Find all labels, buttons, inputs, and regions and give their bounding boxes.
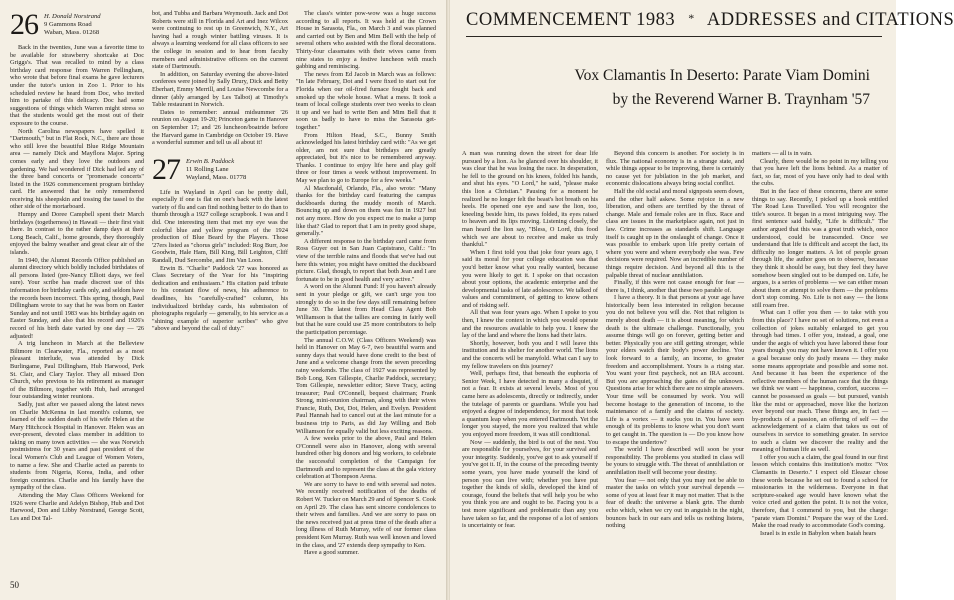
paragraph: A trig luncheon in March at the Belleview Biltmore in Clearwater, Fla., reported as a most pleasant interlude, was attended by Dick Burlingame, Paul Dillingham, Hub Harwood, Perk St. Clair, and Clary Taylor. They all missed Don Church, who previous to his retirement as manager of the Biltmore, together with Hub, had arranged four outstanding winter reunions. xyxy=(10,340,144,401)
paragraph: Al Macdonald, Orlando, Fla., also wrote: "Many thanks for the birthday card featuring the campus duckboards during the muddy month of March. Bouncing up and down on them was fun in 1927 but not any more. How do you expect me to make a jump like that? Glad to report that I am in pretty good shape, generally." xyxy=(296,184,436,238)
left-column-3 xyxy=(296,10,436,595)
paragraph: Attending the May Class Officers Weekend for 1926 were Charlie and Adelyn Bishop, Hub and Dot Harwood, Don and Libby Norstrand, George Scott, Les and Dot Tal- xyxy=(10,492,144,522)
paragraph: When I first told you that joke four years ago, I said its moral for your college education was that you'd better know what you really wanted, because you were likely to get it. I spoke on that occasion about your options, the academic enterprise and the developmental tasks of late adolescence. We talked of values and commitment, of getting to know others and of risking self. xyxy=(462,248,598,309)
paragraph: The annual C.O.W. (Class Officers Weekend) was held in Hanover on May 6-7, two beautiful warm and sunny days that would have done credit to the best of June and a welcome change from the seven preceding rainy weekends. The class of 1927 was represented by Bob Long, Ken Gillespie, Charlie Paddock, secretary; Tom Gillespie, newsletter editor; Steve Tracy, acting treasurer; Paul O'Connell, bequest chairman; Frank Strong, mini-reunion chairman, along with their wives Francie, Ruth, Dot, Dot, Helen, and Evelyn. President Paul Hannah had to cancel out at the last minute for a business trip to Paris, as did Jay Willing and Bob Williamson for equally valid but less exciting reasons. xyxy=(296,336,436,435)
paragraph: From Hilton Head, S.C., Bunny Smith acknowledged his latest birthday card with: "As we get older, am not sure that birthdays are greatly appreciated, but it's nice to be remembered anyway. Thanks. I continue to enjoy life here and play golf three or four times a week without improvement. In May we plan to go to Europe for a few weeks." xyxy=(296,131,436,185)
running-head xyxy=(466,10,954,31)
paragraph: Shortly, however, both you and I will leave this institution and its shelter for another world. The lions and the concerts will be manyfold. What can I say to my fellow travelers on this journey? xyxy=(462,339,598,370)
page-number: 50 xyxy=(10,580,19,590)
paragraph: bot, and Tubba and Barbara Weymouth. Jack and Dot Roberts were still in Florida and Art and Inez Wilcox were continuing to rest up in Greenwich, N.Y., Art having had a rough winter battling viruses. It is always a learning weekend for all class officers to see the college in session and to hear from faculty members and administrative officers on the current state of Dartmouth. xyxy=(152,10,288,71)
left-page xyxy=(0,0,446,600)
paragraph: Humpy and Doree Campbell spent their March birthdays (togetherness) in Hawaii — their first visit there. In contrast to the rather damp days at their Long Beach, Calif., home grounds, they thoroughly enjoyed the balmy weather and great clear air of the islands. xyxy=(10,211,144,257)
address-line-1: 11 Rolling Lane xyxy=(186,165,229,173)
running-head-right: ADDRESSES and CITATIONS xyxy=(706,10,954,30)
paragraph: Life in Wayland in April can be pretty dull, especially if one is flat on one's back with the latest variety of flu and can find nothing better to do than to thumb through a 1927 college scrapbook. I was and I did. One interesting item that met my eye was the colorful blue and yellow program of the 1924 production of Blue Beard by the Players. Those '27ers listed as "chorus girls" included: Rog Burr, Joe Goodwin, Hale Ham, Bill King, Bill Leighton, Cliff Randall, Dud Sercombe, and Jim Van Loon. xyxy=(152,188,288,265)
paragraph: Finally, if this were not cause enough for fear — there is, I think, another that these two parable of. xyxy=(606,279,744,294)
class-27-header xyxy=(152,152,288,186)
paragraph: The class's winter pow-wow was a huge success according to all reports. It was held at the Crown House in Sarasota, Fla., on March 3 and was planned and carried out by Ben and Mim Bell with the help of several others who assisted with the floral decorations. Thirty-four classmates with their wives came from nine states to enjoy a festive luncheon with much gabbing and reminiscing. xyxy=(296,10,436,71)
title-line-1: Vox Clamantis In Deserto: Parate Viam Domini xyxy=(574,67,870,84)
secretary-name: H. Donald Norstrand xyxy=(44,13,101,20)
paragraph: All that was four years ago. When I spoke to you then, I knew the context in which you would operate and the resources available to help you. I knew the lay of the land and where the lions had their lairs. xyxy=(462,309,598,340)
right-column-3 xyxy=(752,150,888,590)
right-page xyxy=(450,0,954,600)
paragraph: North Carolina newspapers have spelled it "Dartmouth," but in Flat Rock, N.C., there are those who still love the beautiful Blue Ridge Mountain area — namely Dick and Mayflora Major. Spring comes early and they love the outdoors and gardening. We had wondered if Dick had led any of the three band concerts or "promenade concerts" listed in the 1926 commencement program birthday card. He answered that he only remembered receiving his sheepskin and tossing the tassel to the other side of the mortarboard. xyxy=(10,127,144,211)
right-column-2 xyxy=(606,150,744,590)
paragraph: A word on the Alumni Fund: If you haven't already sent in your pledge or gift, we can't urge you too strongly to do so in the few days still remaining before June 30. The latest from Head Class Agent Bob Williamson is that the tallies are coming in fairly well but that he sure could use 25 more contributors to help the participation percentage. xyxy=(296,283,436,336)
paragraph: The world I have described will soon be your responsibility. The problems you studied in class will be yours to struggle with. The threat of annihilation or annihilation itself will become your destiny. xyxy=(606,446,744,476)
paragraph: We are sorry to have to end with several sad notes. We recently received notification of the deaths of Robert W. Tucker on March 29 and of Spencer S. Cook on April 29. The class has sent sincere condolences to their wives and families. And we are sorry to pass on the news received just at press time of the death after a long illness of Ruth Murray, wife of our former class president Ken Murray. Ruth was well known and loved in the class, and '27 extends deep sympathy to Ken. xyxy=(296,480,436,549)
paragraph: A few weeks prior to the above, Paul and Helen O'Connell were also in Hanover, along with several hundred other big donors and big workers, to celebrate the successful completion of the Campaign for Dartmouth and to represent the class at the gala victory celebration at Thompson Arena. xyxy=(296,435,436,481)
left-column-1 xyxy=(10,10,144,578)
paragraph: Well, perhaps first, that beneath the euphoria of Senior Week, I have detected in many a disquiet, if not a fear. It exists at several levels. Most of you came here as adolescents, directly or indirectly, under the tutelage of parents or guardians. While you had enjoyed a degree of independence, for most that took a quantum leap when you entered Dartmouth. Yet the longer you stayed, the more you realized that while you enjoyed more freedom, it was still conditional. xyxy=(462,370,598,438)
address-line-1: 9 Gammons Road xyxy=(44,21,92,28)
paragraph: Beyond this concern is another. For society is in flux. The national economy is in a strange state, and while things appear to be improving, there is certainly no cause yet for jubilation in the job market, and economic dislocations always bring social conflict. xyxy=(606,150,744,188)
paragraph: You fear — not only that you may not be able to master the tasks on which your survival depends — some of you at least fear it may not matter. That is the fear of death: the universe a blank grin. The dumb echo which, when we cry out in anguish in the night, bounces back in our ears and tells us nothing listens, nothing xyxy=(606,476,744,530)
paragraph: Sadly, just after we passed along the latest news on Charlie McKenna in last month's column, we learned of the sudden death of his wife Helen at the Mary Hitchcock Hospital in Hanover. Helen was an ever-present, devoted class member in addition to taking on many town activities — she was Norwich postmistress for 30 years and past president of the local Women's Club and League of Women Voters, to name a few. She and Charlie acted as parents to students from Nigeria, Korea, India, and other foreign countries. Charlie and his family have the sympathy of the class. xyxy=(10,400,144,492)
paragraph: What can I offer you then — to take with you from this place? I have no set of solutions, not even a collection of jokes suitably enlarged to get you through bad times. I offer you, instead, a goal, one under the aegis of which you have labored these four years though you may not have known it. I offer you a goal because only do justly means — they make some means appropriate and possible and some not. And because it has been the experience of the reflective members of the human race that the things we think we want — happiness, comfort, success — cannot be possessed as goals — but pursued, vanish like the mist or approached, move like the horizon ever beyond our reach. These things are, in fact — by-products of a passion, an offering of self — the acknowledgement of a claim that takes us out of ourselves in service to something greater. In service to such a claim we discover the reality and the meaning of human life as well. xyxy=(752,309,888,454)
paragraph: I offer you such a claim, the goal found in our first lesson which contains this institution's motto: "Vox Clamantis in Deserto." I expect old Eleazar chose these words because he set out to found a school for missionaries in the wilderness. Everyone in that scripture-soaked age would have known what the voice cried and gotten the point. It is not the voice, therefore, that I commend to you, but the charge: "parate viam Domini." Prepare the way of the Lord. Make the road ready to accommodate God's coming. xyxy=(752,453,888,530)
running-head-separator: * xyxy=(688,11,695,25)
right-column-1 xyxy=(462,150,598,590)
address-line-2: Waban, Mass. 01268 xyxy=(44,29,100,36)
paragraph: But in the face of these concerns, there are some things to say. Recently, I picked up a book entitled The Road Less Travelled. You will recognize the title's source. It began in a most intriguing way. The first sentence said baldly, "Life is difficult." The author argued that this was a great truth which, once understood, could be transcended. Once we understand that life is difficult and accept the fact, its difficulty no longer matters. A lot of people groan through life, the author goes on to observe, because they think it should be easy, but they feel they have somehow been singled out to be dumped on. Life, he argues, is a series of problems — we can either moan about them or attempt to solve them — the problems don't stop coming. No. Life is not easy — the lions still roam free. xyxy=(752,187,888,309)
paragraph: Now — suddenly, the bird is out of the nest. You are responsible for yourselves, for your survival and your integrity. Suddenly, you've got to ask yourself if you've got it. If, in the course of the preceding twenty some years, you have made yourself the kind of person you can live with; whether you have put together the kinds of skills, developed the kind of courage, found the beliefs that will help you be who you think you are and ought to be. Facing you is a test more significant and problematic than any you have taken so far, and the response of a lot of seniors is uncertainty or fear. xyxy=(462,438,598,530)
secretary-name: Erwin B. Paddock xyxy=(186,157,235,165)
secretary-address xyxy=(186,157,246,182)
paragraph: In addition, on Saturday evening the above-listed conferees were joined by Sally Drury, Dick and Betty Eberhart, Emmy Merrill, and Louise Newcombe for a dinner (ably arranged by Les Talbot) at Timothy's Table restaurant in Norwich. xyxy=(152,70,288,109)
title-line-2: by the Reverend Warner B. Traynham '57 xyxy=(612,91,870,108)
class-year-number: 26 xyxy=(10,8,38,41)
left-column-2 xyxy=(152,10,288,595)
paragraph: The news from Ed Jacob in March was as follows: "In late February, Dot and I were fixed to start out for Florida when our oil-fired furnace fought back and smoked up the whole house. What a mess. It took a team of local college students over two weeks to clean it up and we had to write Ben and Mim Bell that it soon us badly to have to miss the Sarasota get-together." xyxy=(296,70,436,131)
article-title xyxy=(490,64,870,112)
paragraph: Dates to remember: annual midsummer '26 reunion on August 19-20; Princeton game in Hanover on September 17; and '26 luncheon/boatride before the Harvard game in Cambridge on October 19. Have a wonderful summer and tell us all about it! xyxy=(152,108,288,147)
paragraph: Half the old social and moral signposts seem down, and the other half askew. Some rejoice in a new liberation, and others are terrified by the threat of change. Male and female roles are in flux. Race and class are issues in the marketplace again, not just in law. Crime increases as standards shift. Language itself is caught up in the onslaught of change. Once it was possible to embark upon life pretty certain of where you were and where everybody else was. Few decisions were required. Now an incredible number of things require decision. And beyond all this is the palpable threat of nuclear annihilation. xyxy=(606,187,744,279)
paragraph: matters — all is in vain. xyxy=(752,150,813,157)
paragraph: A man was running down the street for dear life pursued by a lion. As he glanced over his shoulder, it was clear that he was losing the race. In desperation, he fell to the ground on his knees, folded his hands, and shut his eyes. "O Lord," he said, "please make this lion a Christian." Pausing for a moment he realized he no longer felt the beast's hot breath on his heels. He opened one eye and saw the lion, too, kneeling beside him, its paws folded, its eyes raised to heaven and its lips moving. Listening closely, the man heard the lion say, "Bless, O Lord, this food which we are about to receive and make us truly thankful." xyxy=(462,150,598,249)
running-head-rule xyxy=(466,36,882,37)
paragraph: In 1940, the Alumni Records Office published an alumni directory which boldly included birthdates of all persons listed (pre-Nancy Elliott days, we feel sure). Your scribe has made discreet use of this information for birthday cards only, and seldom have the records been incorrect. This spring, though, Paul Dillingham wrote to say that he was born on Easter Sunday and not until 1983 was his birthday again on Easter Sunday, and also that his record and 1926's record of his birth date varied by one day — '26 adjusted! xyxy=(10,256,144,340)
paragraph: Back in the twenties, June was a favorite time to be available for strawberry shortcake at Doc Griggs's. That was recalled to mind by a class birthday card response from Warren Fellingham, who wrote that before final exams he gave lecturers under the tutor's union in Zoo 1. Prior to his scheduled review he heard from Doc, who invited him to partake of this delicacy. Doc had some suggestions of things which Warren might stress so that the students would get the most out of their exposure to the course. xyxy=(10,44,144,127)
secretary-address xyxy=(44,12,101,37)
paragraph: A different response to the birthday card came from Ross Guyer out in San Juan Capistrano, Calif.: "In view of the terrible rains and floods that we've had out here this winter, you might have omitted the duckboard picture. Glad, though, to report that both Jean and I are fortunate to be in good health and very active." xyxy=(296,237,436,283)
paragraph: I have a theory. It is that persons at your age have historically been less interested in religion because you do not believe you will die. Not that religion is merely about death — it is about meaning, for which death is the ultimate challenge. Functionally, you assume things will go on forever, getting better and better. Physically you are still getting stronger, while your elders watch their body's power decline. You look forward to a family, an income, to greater freedom and accomplishment. Yours is a rising star. You want your first paycheck, not an IRA account. But you are approaching the gates of the unknown. Questions arise for which there are no simple answers. Your time will be consumed by work. You will become hostage to the generation of income, to the maintenance of a family and the claims of society. Life is a vortex — it sucks you in. You have seen enough of its problems to know what you don't want to get caught in. The question is — Do you know how to escape the undertow? xyxy=(606,294,744,446)
paragraph: Israel is in exile in Babylon when Isaiah hears xyxy=(760,529,877,537)
class-26-header xyxy=(10,8,144,41)
class-year-number: 27 xyxy=(152,152,180,186)
paragraph: Clearly, there would be no point in my telling you that you have left the lions behind. As a matter of fact, so far, most of you have only had to deal with the cubs. xyxy=(752,157,888,188)
paragraph: Have a good summer. xyxy=(304,549,359,557)
paragraph: Erwin B. "Charlie" Paddock '27 was honored as Class Secretary of the Year for his "inspiring dedication and enthusiasm." His citation paid tribute to his constant flow of news, his adherence to deadlines, his "carefully-crafted" column, his individualized birthday cards, his submission of photographs regularly — generally, to his service as a "shining example of superior scribes" who give "above and beyond the call of duty." xyxy=(152,264,288,333)
running-head-left: COMMENCEMENT 1983 xyxy=(466,10,676,30)
address-line-2: Wayland, Mass. 01778 xyxy=(186,173,247,181)
